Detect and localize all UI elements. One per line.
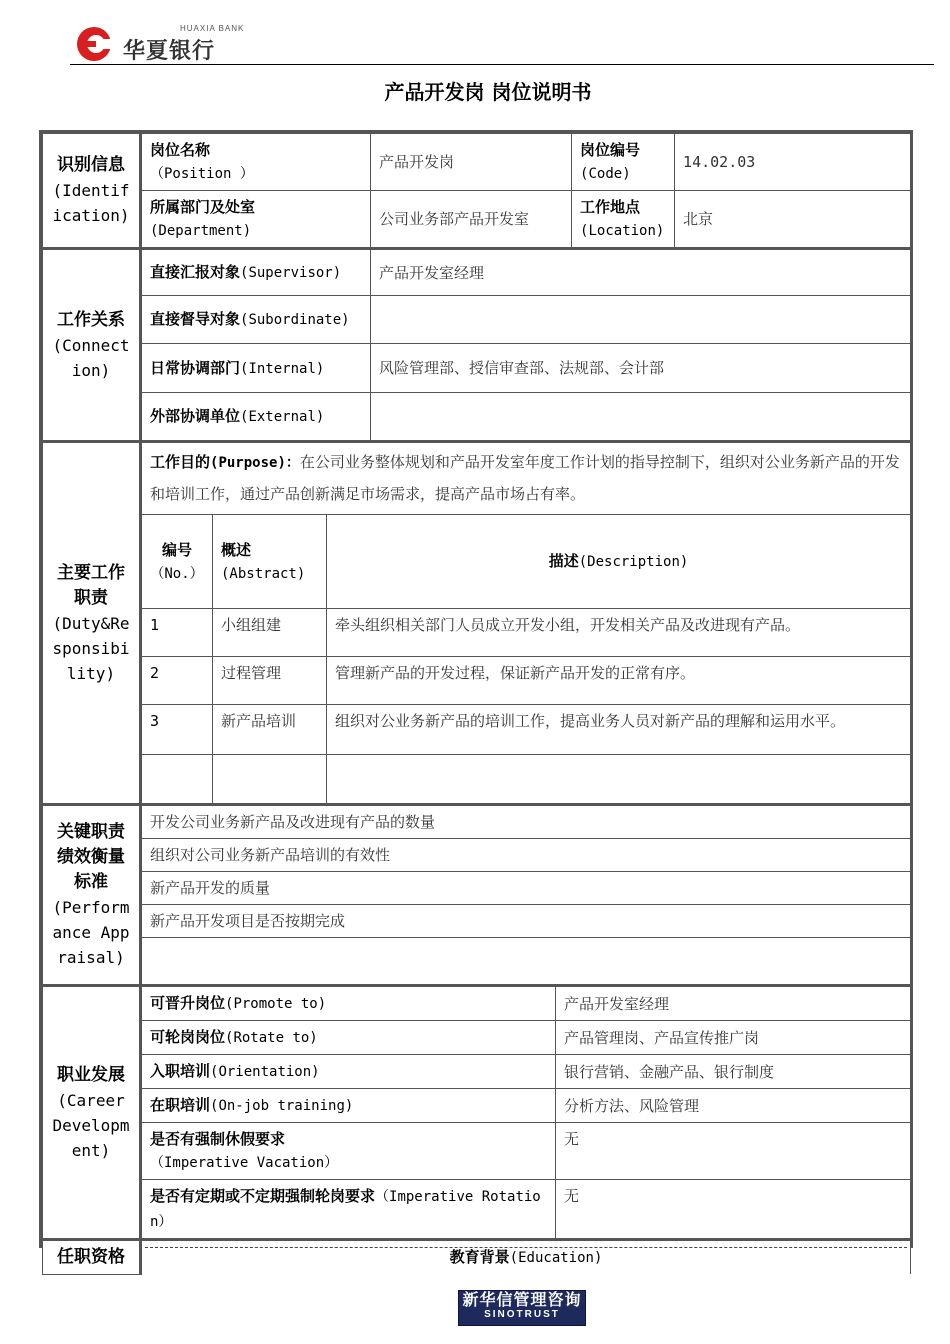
position-label: 岗位名称 （Position ） xyxy=(141,134,371,191)
location-label: 工作地点 (Location) xyxy=(572,191,675,249)
kpi-item: 开发公司业务新产品及改进现有产品的数量 xyxy=(141,805,911,839)
col-abstract-header: 概述 (Abstract) xyxy=(213,515,327,609)
col-no-header: 编号 （No.） xyxy=(141,515,213,609)
relation-row xyxy=(43,296,911,344)
id-row-department xyxy=(43,191,911,249)
education-header: 教育背景(Education) xyxy=(141,1240,911,1275)
duty-no xyxy=(141,755,213,805)
duty-abstract xyxy=(213,755,327,805)
duty-header-row xyxy=(43,515,911,609)
code-value: 14.02.03 xyxy=(675,134,911,191)
career-value: 分析方法、风险管理 xyxy=(556,1089,911,1123)
duty-description xyxy=(327,755,911,805)
purpose-cell: 工作目的(Purpose)：在公司业务整体规划和产品开发室年度工作计划的指导控制下，组织对公业务新产品的开发和培训工作，通过产品创新满足市场需求，提高产品市场占有率。 xyxy=(141,442,911,515)
purpose-row xyxy=(43,442,911,515)
department-label: 所属部门及处室 (Department) xyxy=(141,191,371,249)
career-value: 无 xyxy=(556,1123,911,1180)
career-label: 可晋升岗位(Promote to) xyxy=(141,986,556,1021)
section-career: 职业发展 (Career Development) xyxy=(43,986,141,1240)
kpi-item: 新产品开发的质量 xyxy=(141,872,911,905)
career-label: 是否有强制休假要求 （Imperative Vacation） xyxy=(141,1123,556,1180)
job-description-table xyxy=(42,133,910,1275)
brand-name-en: HUAXIA BANK xyxy=(180,24,245,33)
career-value: 产品管理岗、产品宣传推广岗 xyxy=(556,1021,911,1055)
duty-description: 组织对公业务新产品的培训工作，提高业务人员对新产品的理解和运用水平。 xyxy=(327,705,911,755)
internal-label: 日常协调部门(Internal) xyxy=(141,344,371,393)
department-value: 公司业务部产品开发室 xyxy=(371,191,572,249)
sinotrust-logo xyxy=(458,1290,586,1326)
career-label: 在职培训(On-job training) xyxy=(141,1089,556,1123)
kpi-item: 新产品开发项目是否按期完成 xyxy=(141,905,911,938)
duty-no: 1 xyxy=(141,609,213,657)
duty-no: 3 xyxy=(141,705,213,755)
subordinate-value xyxy=(371,296,911,344)
kpi-row xyxy=(43,905,911,938)
career-row xyxy=(43,1089,911,1123)
duty-description: 牵头组织相关部门人员成立开发小组，开发相关产品及改进现有产品。 xyxy=(327,609,911,657)
id-row-position xyxy=(43,134,911,191)
duty-item-row xyxy=(43,657,911,705)
duty-item-row xyxy=(43,609,911,657)
code-label: 岗位编号 (Code) xyxy=(572,134,675,191)
document-title: 产品开发岗 岗位说明书 xyxy=(384,80,592,104)
duty-description: 管理新产品的开发过程，保证新产品开发的正常有序。 xyxy=(327,657,911,705)
section-identification: 识别信息 (Identification) xyxy=(43,134,141,249)
career-row xyxy=(43,1021,911,1055)
footer-logo-en: SINOTRUST xyxy=(484,1309,560,1320)
kpi-row xyxy=(43,872,911,905)
page-break-line xyxy=(145,1247,907,1248)
qualification-row xyxy=(43,1240,911,1275)
kpi-row xyxy=(43,839,911,872)
career-value: 无 xyxy=(556,1180,911,1240)
section-performance: 关键职责绩效衡量标准 (Performance Appraisal) xyxy=(43,805,141,986)
duty-abstract: 新产品培训 xyxy=(213,705,327,755)
kpi-row xyxy=(43,938,911,986)
career-row xyxy=(43,986,911,1021)
supervisor-value: 产品开发室经理 xyxy=(371,249,911,296)
duty-no: 2 xyxy=(141,657,213,705)
position-value: 产品开发岗 xyxy=(371,134,572,191)
relation-row xyxy=(43,344,911,393)
career-label: 入职培训(Orientation) xyxy=(141,1055,556,1089)
duty-item-row xyxy=(43,755,911,805)
kpi-row xyxy=(43,805,911,839)
career-row xyxy=(43,1055,911,1089)
career-value: 产品开发室经理 xyxy=(556,986,911,1021)
section-qualification: 任职资格 xyxy=(43,1240,141,1275)
duty-abstract: 小组组建 xyxy=(213,609,327,657)
career-row xyxy=(43,1123,911,1180)
career-value: 银行营销、金融产品、银行制度 xyxy=(556,1055,911,1089)
duty-item-row xyxy=(43,705,911,755)
location-value: 北京 xyxy=(675,191,911,249)
relation-row xyxy=(43,249,911,296)
duty-abstract: 过程管理 xyxy=(213,657,327,705)
section-connection: 工作关系 (Connection) xyxy=(43,249,141,442)
external-value xyxy=(371,393,911,442)
kpi-item xyxy=(141,938,911,986)
col-description-header: 描述(Description) xyxy=(327,515,911,609)
section-duty: 主要工作职责 (Duty&Responsibility) xyxy=(43,442,141,805)
relation-row xyxy=(43,393,911,442)
career-label: 可轮岗岗位(Rotate to) xyxy=(141,1021,556,1055)
career-row xyxy=(43,1180,911,1240)
footer-logo-cn: 新华信管理咨询 xyxy=(462,1290,582,1309)
kpi-item: 组织对公司业务新产品培训的有效性 xyxy=(141,839,911,872)
internal-value: 风险管理部、授信审查部、法规部、会计部 xyxy=(371,344,911,393)
external-label: 外部协调单位(External) xyxy=(141,393,371,442)
career-label: 是否有定期或不定期强制轮岗要求（Imperative Rotation） xyxy=(141,1180,556,1240)
subordinate-label: 直接督导对象(Subordinate) xyxy=(141,296,371,344)
supervisor-label: 直接汇报对象(Supervisor) xyxy=(141,249,371,296)
header-rule xyxy=(70,64,934,65)
brand-name-cn: 华夏银行 xyxy=(123,39,216,64)
